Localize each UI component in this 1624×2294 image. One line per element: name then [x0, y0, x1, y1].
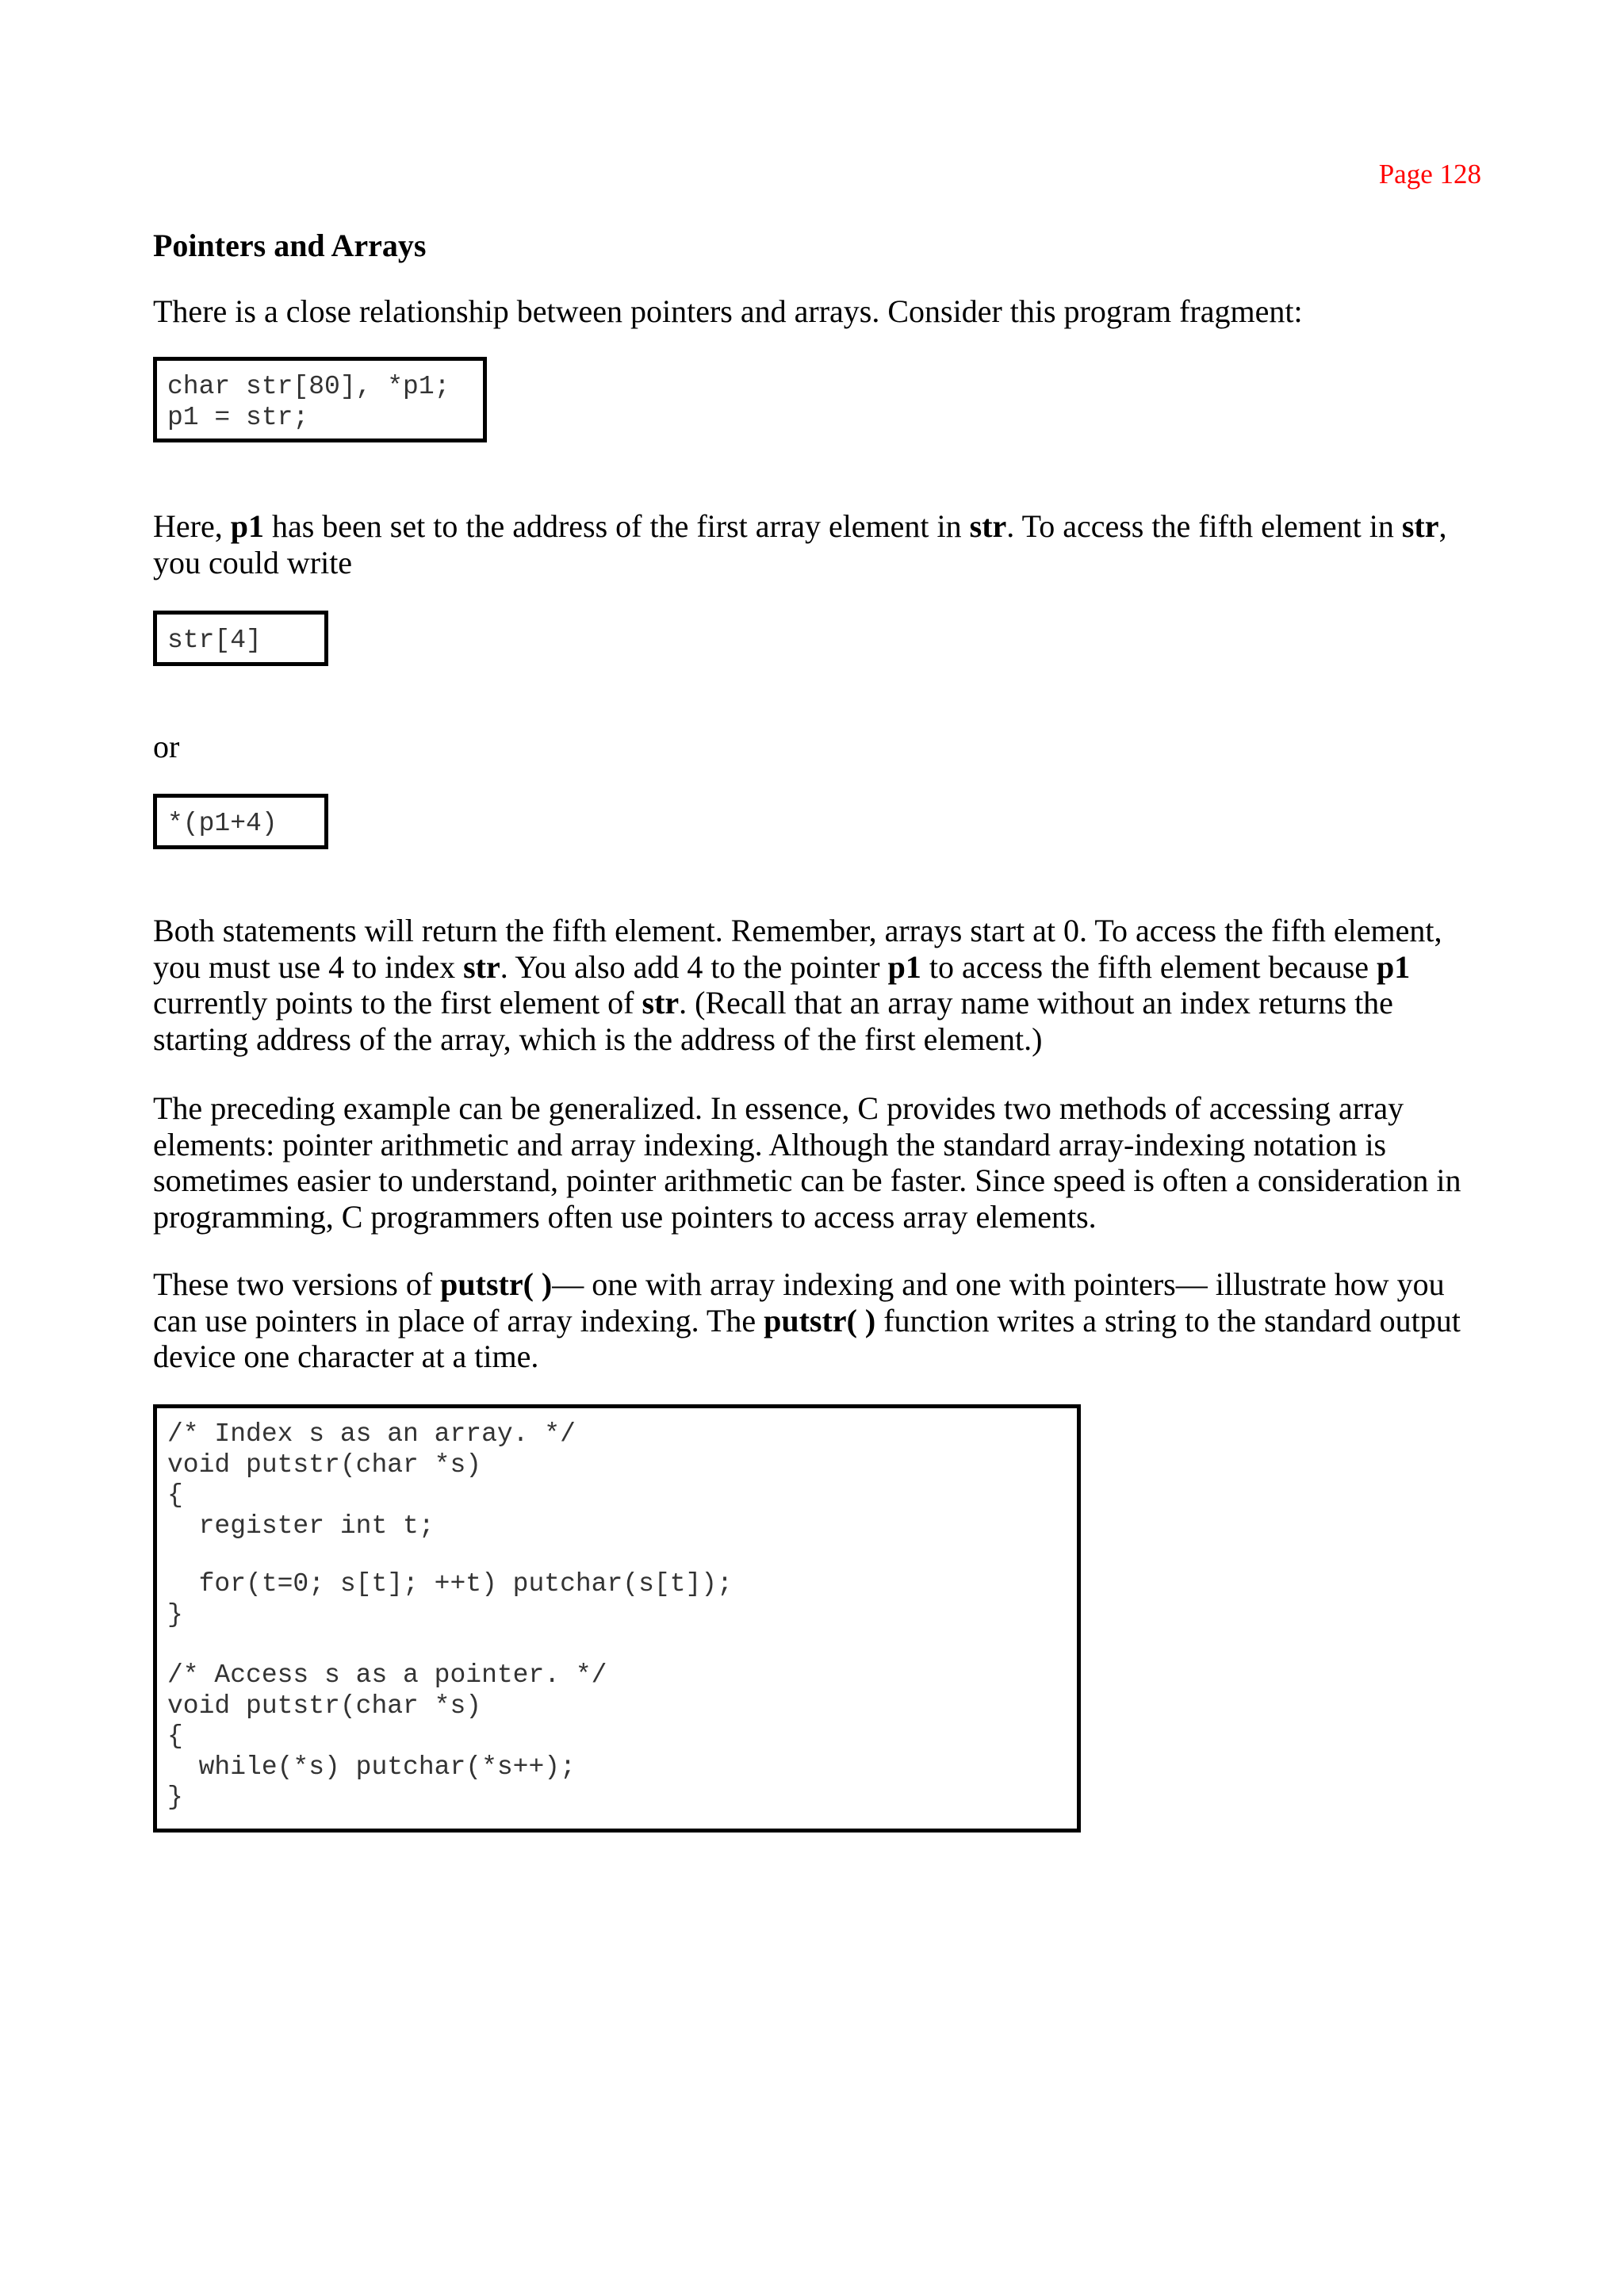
here-paragraph: Here, p1 has been set to the address of the first array element in str. To access the fifth element in str, you could write — [153, 508, 1447, 580]
versions-paragraph: These two versions of putstr( )— one with array indexing and one with pointers— illustrate how you can use pointers in place of array indexing. The putstr( ) function writes a string to the standard output device one character at a time. — [153, 1266, 1461, 1374]
code-line: { — [167, 1480, 183, 1510]
code-line: void putstr(char *s) — [167, 1450, 482, 1480]
both-paragraph: Both statements will return the fifth element. Remember, arrays start at 0. To access the fifth element, you must use 4 to index str. You also add 4 to the pointer p1 to access the fifth element because p1 currently points to the first element of str. (Recall that an array name without an index returns the starting address of the array, which is the address of the first element.) — [153, 913, 1442, 1057]
code-line: register int t; — [167, 1511, 435, 1541]
code-line: while(*s) putchar(*s++); — [167, 1752, 576, 1782]
code-line: for(t=0; s[t]; ++t) putchar(s[t]); — [167, 1569, 733, 1599]
code-line: char str[80], *p1; — [167, 372, 450, 401]
code-putstr-box — [153, 1404, 1081, 1833]
code-fragment-box — [153, 357, 487, 442]
generalized-paragraph: The preceding example can be generalized. In essence, C provides two methods of accessing array elements: pointer arithmetic and array indexing. Although the standard array-indexing notation is sometimes easier to understand, pointer arithmetic can be faster. Since speed is often a consideration in programming, C programmers often use pointers to access array elements. — [153, 1090, 1461, 1235]
code-line: { — [167, 1721, 183, 1751]
code-line: } — [167, 1783, 183, 1812]
page-number: Page 128 — [1378, 159, 1481, 190]
code-p1-4-box — [153, 794, 328, 849]
or-text: or — [153, 729, 180, 764]
code-line: *(p1+4) — [167, 809, 278, 838]
code-line: p1 = str; — [167, 402, 309, 432]
code-line: } — [167, 1599, 183, 1630]
section-heading: Pointers and Arrays — [153, 228, 427, 263]
code-line: /* Access s as a pointer. */ — [167, 1660, 607, 1690]
code-line: /* Index s as an array. */ — [167, 1419, 576, 1449]
code-line: void putstr(char *s) — [167, 1691, 482, 1721]
code-str4-box — [153, 611, 328, 666]
intro-paragraph: There is a close relationship between pointers and arrays. Consider this program fragment: — [153, 293, 1303, 329]
code-line: str[4] — [167, 626, 262, 655]
